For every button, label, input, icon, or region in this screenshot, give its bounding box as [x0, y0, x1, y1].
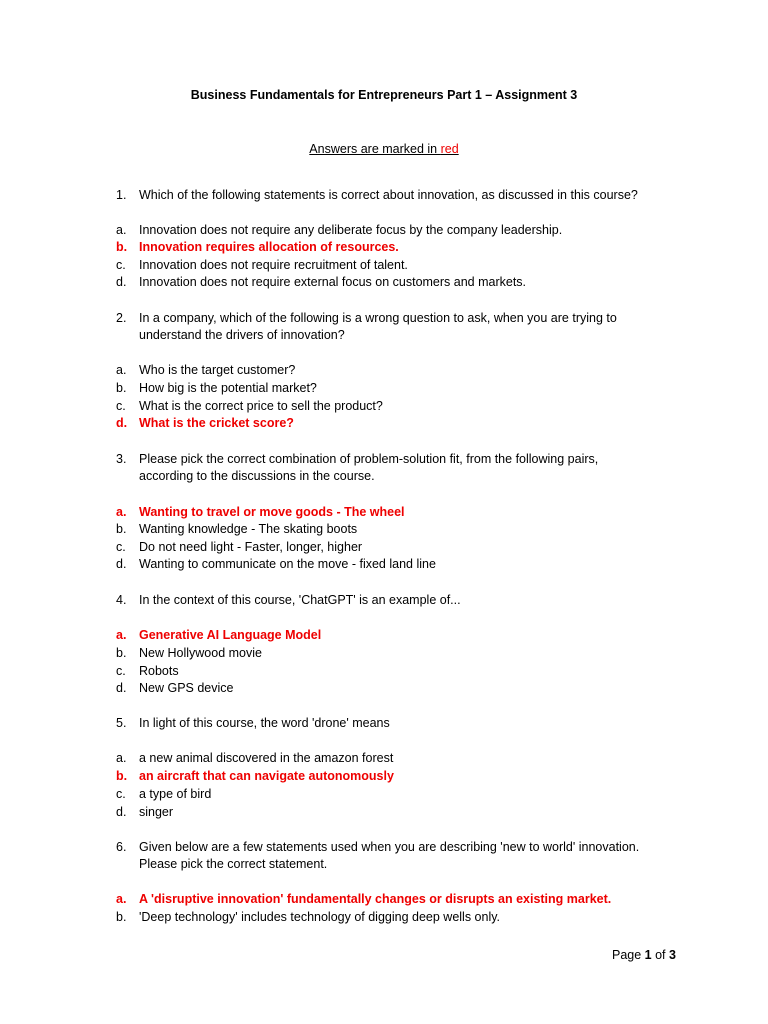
option-text: Innovation requires allocation of resources.: [139, 240, 399, 254]
option-2a: [116, 362, 676, 379]
question-4: [116, 592, 676, 609]
question-text: Given below are a few statements used when you are describing 'new to world' innovation. Please pick the correct statement.: [139, 840, 640, 871]
question-3: [116, 451, 636, 485]
option-1c: [116, 257, 676, 274]
question-number: 4.: [116, 593, 127, 607]
question-2: [116, 310, 646, 344]
option-text: Innovation does not require any deliberate focus by the company leadership.: [139, 223, 563, 237]
option-text: an aircraft that can navigate autonomously: [139, 769, 394, 783]
option-text: a new animal discovered in the amazon forest: [139, 751, 394, 765]
option-text: 'Deep technology' includes technology of digging deep wells only.: [139, 910, 501, 924]
option-text: What is the correct price to sell the product?: [139, 399, 383, 413]
question-text: In a company, which of the following is a wrong question to ask, when you are trying to understand the drivers of innovation?: [139, 311, 617, 342]
option-text: Innovation does not require recruitment of talent.: [139, 258, 408, 272]
option-2b: [116, 380, 676, 397]
question-number: 3.: [116, 452, 127, 466]
option-1a: [116, 222, 676, 239]
option-text: How big is the potential market?: [139, 381, 317, 395]
question-number: 5.: [116, 716, 127, 730]
option-text: Who is the target customer?: [139, 363, 296, 377]
document-title: Business Fundamentals for Entrepreneurs Part 1 – Assignment 3: [190, 88, 578, 102]
option-marker: b.: [116, 381, 127, 395]
page-total: 3: [669, 948, 676, 962]
question-6: [116, 839, 671, 873]
option-marker: a.: [116, 751, 127, 765]
option-5a: [116, 750, 676, 767]
option-2c: [116, 398, 676, 415]
option-1b-answer: [116, 239, 676, 256]
question-5: [116, 715, 676, 732]
option-text: New Hollywood movie: [139, 646, 262, 660]
option-text: singer: [139, 805, 174, 819]
option-marker: b.: [116, 769, 128, 783]
option-marker: a.: [116, 505, 127, 519]
option-text: New GPS device: [139, 681, 234, 695]
option-text: Generative AI Language Model: [139, 628, 322, 642]
option-5c: [116, 786, 676, 803]
option-2d-answer: [116, 415, 676, 432]
option-marker: b.: [116, 910, 127, 924]
option-marker: b.: [116, 522, 127, 536]
option-marker: d.: [116, 681, 127, 695]
option-marker: c.: [116, 258, 126, 272]
question-number: 1.: [116, 188, 127, 202]
option-1d: [116, 274, 676, 291]
question-text: In the context of this course, 'ChatGPT' is an example of...: [139, 593, 461, 607]
option-marker: c.: [116, 399, 126, 413]
answers-note-text: Answers are marked in: [309, 142, 441, 156]
option-text: Robots: [139, 664, 179, 678]
option-4b: [116, 645, 676, 662]
option-marker: d.: [116, 416, 128, 430]
option-text: Innovation does not require external focus on customers and markets.: [139, 275, 527, 289]
page-label: Page: [612, 948, 645, 962]
question-number: 6.: [116, 840, 127, 854]
option-3b: [116, 521, 676, 538]
option-marker: c.: [116, 787, 126, 801]
question-1: [116, 187, 676, 204]
option-marker: a.: [116, 628, 127, 642]
question-text: Please pick the correct combination of problem-solution fit, from the following pairs, according to the discussions in the course.: [139, 452, 599, 483]
option-marker: b.: [116, 240, 128, 254]
option-marker: a.: [116, 363, 127, 377]
option-marker: c.: [116, 664, 126, 678]
option-4d: [116, 680, 676, 697]
option-3a-answer: [116, 504, 676, 521]
option-5d: [116, 804, 676, 821]
option-4c: [116, 663, 676, 680]
question-text: In light of this course, the word 'drone' means: [139, 716, 390, 730]
option-text: a type of bird: [139, 787, 212, 801]
option-3d: [116, 556, 676, 573]
option-marker: a.: [116, 223, 127, 237]
answers-note-prefix: [309, 142, 458, 156]
page-footer: [612, 948, 676, 962]
answers-note: [0, 142, 768, 156]
option-6a-answer: [116, 891, 716, 908]
option-text: Wanting to communicate on the move - fixed land line: [139, 557, 436, 571]
question-text: Which of the following statements is correct about innovation, as discussed in this course?: [139, 188, 638, 202]
option-text: A 'disruptive innovation' fundamentally changes or disrupts an existing market.: [139, 892, 612, 906]
option-text: Do not need light - Faster, longer, higher: [139, 540, 363, 554]
option-marker: d.: [116, 805, 127, 819]
question-number: 2.: [116, 311, 127, 325]
option-marker: a.: [116, 892, 127, 906]
option-marker: d.: [116, 557, 127, 571]
page-of-label: of: [651, 948, 669, 962]
option-text: What is the cricket score?: [139, 416, 294, 430]
page-number: 1: [644, 948, 652, 962]
option-6b: [116, 909, 676, 926]
option-3c: [116, 539, 676, 556]
option-4a-answer: [116, 627, 676, 644]
option-text: Wanting to travel or move goods - The wheel: [139, 505, 405, 519]
option-5b-answer: [116, 768, 676, 785]
option-marker: b.: [116, 646, 127, 660]
option-text: Wanting knowledge - The skating boots: [139, 522, 358, 536]
option-marker: d.: [116, 275, 127, 289]
option-marker: c.: [116, 540, 126, 554]
answers-note-red-word: red: [440, 142, 459, 156]
